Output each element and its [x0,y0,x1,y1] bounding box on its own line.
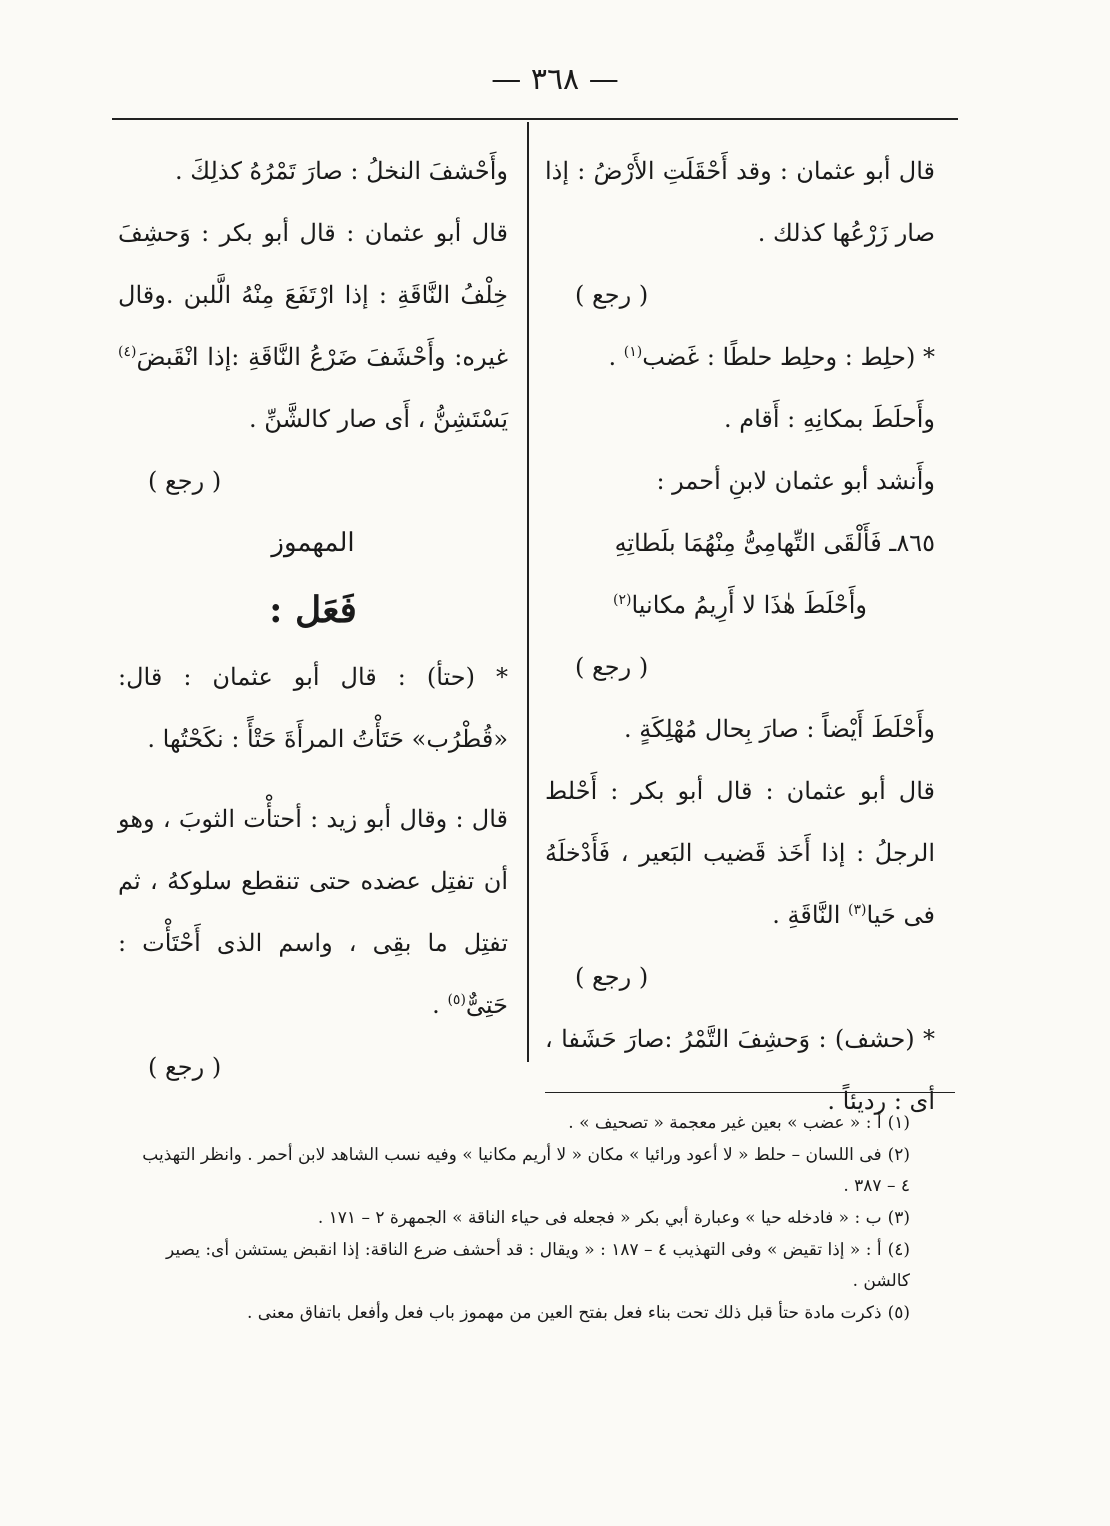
page-number: — ٣٦٨ — [491,62,619,97]
footnote-ref[interactable]: (١) [623,344,643,360]
paragraph: قال أبو عثمان : وقد أَحْقَلَتِ الأَرْضُ : إذا صار زَرْعُها كذلك . [545,157,935,247]
subsection-heading: فَعَل : [269,589,357,631]
footnote-number: (٣) [887,1208,910,1228]
return-marker: ( رجع ) [575,963,649,991]
footnote-text: ب : « فادخله حيا » وعبارة أبي بكر « فجعله فى حياء الناقة » الجمهرة ٢ – ١٧١ . [317,1208,882,1228]
footnote-ref[interactable]: (٢) [613,592,632,608]
paragraph: وأَحلَطَ بمكانِهِ : أَقام . [723,405,935,433]
paragraph: * (حتأ) : قال أبو عثمان : قال: «قُطْرُب» حَتَأْتُ المرأَةَ حَتْأً : نكَحْتُها . [118,663,508,753]
footnote-ref[interactable]: (٤) [118,344,137,360]
footnote [135,1140,910,1202]
return-marker: ( رجع ) [148,467,222,495]
entry-text: النَّاقَةِ . [772,901,849,929]
spacer [118,770,508,788]
verse-line [545,574,935,636]
footnote-number: (٥) [887,1303,910,1323]
left-column [118,140,508,1098]
return-marker: ( رجع ) [575,281,649,309]
footnote [135,1108,910,1139]
entry-text: قال : وقال أبو زيد : أحتأْت الثوبَ ، وهو أن تفتِل عضده حتى تنقطع سلوكهُ ، ثم تفتِل ما بقِى ، واسم الذى أَحْتَأْت : حَتِىٌّ [118,805,508,1019]
section-heading: المهموز [271,528,355,558]
paragraph: * (حشف) : وَحشِفَ التَّمْرُ :صارَ حَشَفا ، أى : رديئاً . [545,1025,935,1115]
footnote-ref[interactable]: (٥) [447,992,466,1008]
paragraph: وأَحْلَطَ أَيْضاً : صارَ بِحال مُهْلِكَةٍ . [624,715,935,743]
return-marker: ( رجع ) [148,1053,222,1081]
entry-text: يَسْتَشِنُّ ، أَى صار كالشَّنِّ . [249,405,508,433]
entry-end: . [608,343,624,371]
verse-line: ٨٦٥ـ فَأَلْقَى التِّهامِىُّ مِنْهُمَا بلَطاتِهِ [614,529,935,557]
entry-text: قال أبو عثمان : قال أبو بكر : أَحْلط الرجلُ : إذا أَخَذ قَضيب البَعير ، فَأَدْخلَهُ فى حَيا [545,777,935,929]
footnote-rule [545,1092,955,1093]
footnote-text: ذكرت مادة حتأ قبل ذلك تحت بناء فعل بفتح العين من مهموز باب فعل وأفعل باتفاق معنى . [246,1303,882,1323]
paragraph [545,326,935,388]
footnote-number: (١) [887,1113,910,1133]
footnote [135,1298,910,1329]
entry-text: قال أبو عثمان : قال أبو بكر : وَحشِفَ خِلْفُ النَّاقَةِ : إذا ارْتَفَعَ مِنْهُ الَّلبن .وقال غيره: وأَحْشَفَ ضَرْعُ النَّاقَةِ :إذا انْقَبضَ [118,219,508,371]
right-column [545,140,935,1132]
paragraph: وأَنشد أبو عثمان لابنِ أحمر : [656,467,935,495]
footnote-ref[interactable]: (٣) [848,902,867,918]
verse-text: وأَحْلَطَ هٰذَا لا أَرِيمُ مكانيا [631,591,867,619]
paragraph: وأَحْشفَ النخلُ : صارَ تَمْرُهُ كذلِكَ . [175,157,508,185]
footnote-number: (٤) [887,1240,910,1260]
footnote-text: فى اللسان – حلط « لا أعود ورائيا » مكان « لا أريم مكانيا » وفيه نسب الشاهد لابن أحمر . وانظر التهذيب ٤ – ٣٨٧ . [142,1145,910,1196]
entry-end: . [432,991,448,1019]
return-marker: ( رجع ) [575,653,649,681]
footnote [135,1235,910,1297]
paragraph [118,202,508,450]
entry-text: * (حلِط : وحلِط حلطًا : غَضب [642,343,935,371]
footnote-number: (٢) [887,1145,910,1165]
footnote [135,1203,910,1234]
paragraph [118,788,508,1036]
footnotes [135,1108,910,1330]
column-divider [527,122,529,1062]
header-rule [112,118,958,120]
footnote-text: أ : « إذا تقيض » وفى التهذيب ٤ – ١٨٧ : « ويقال : قد أحشف ضرع الناقة: إذا انقبض يستشن أى: يصير كالشن . [165,1240,910,1291]
footnote-text: أ : « عضب » بعين غير معجمة « تصحيف » . [568,1113,882,1133]
paragraph [545,760,935,946]
